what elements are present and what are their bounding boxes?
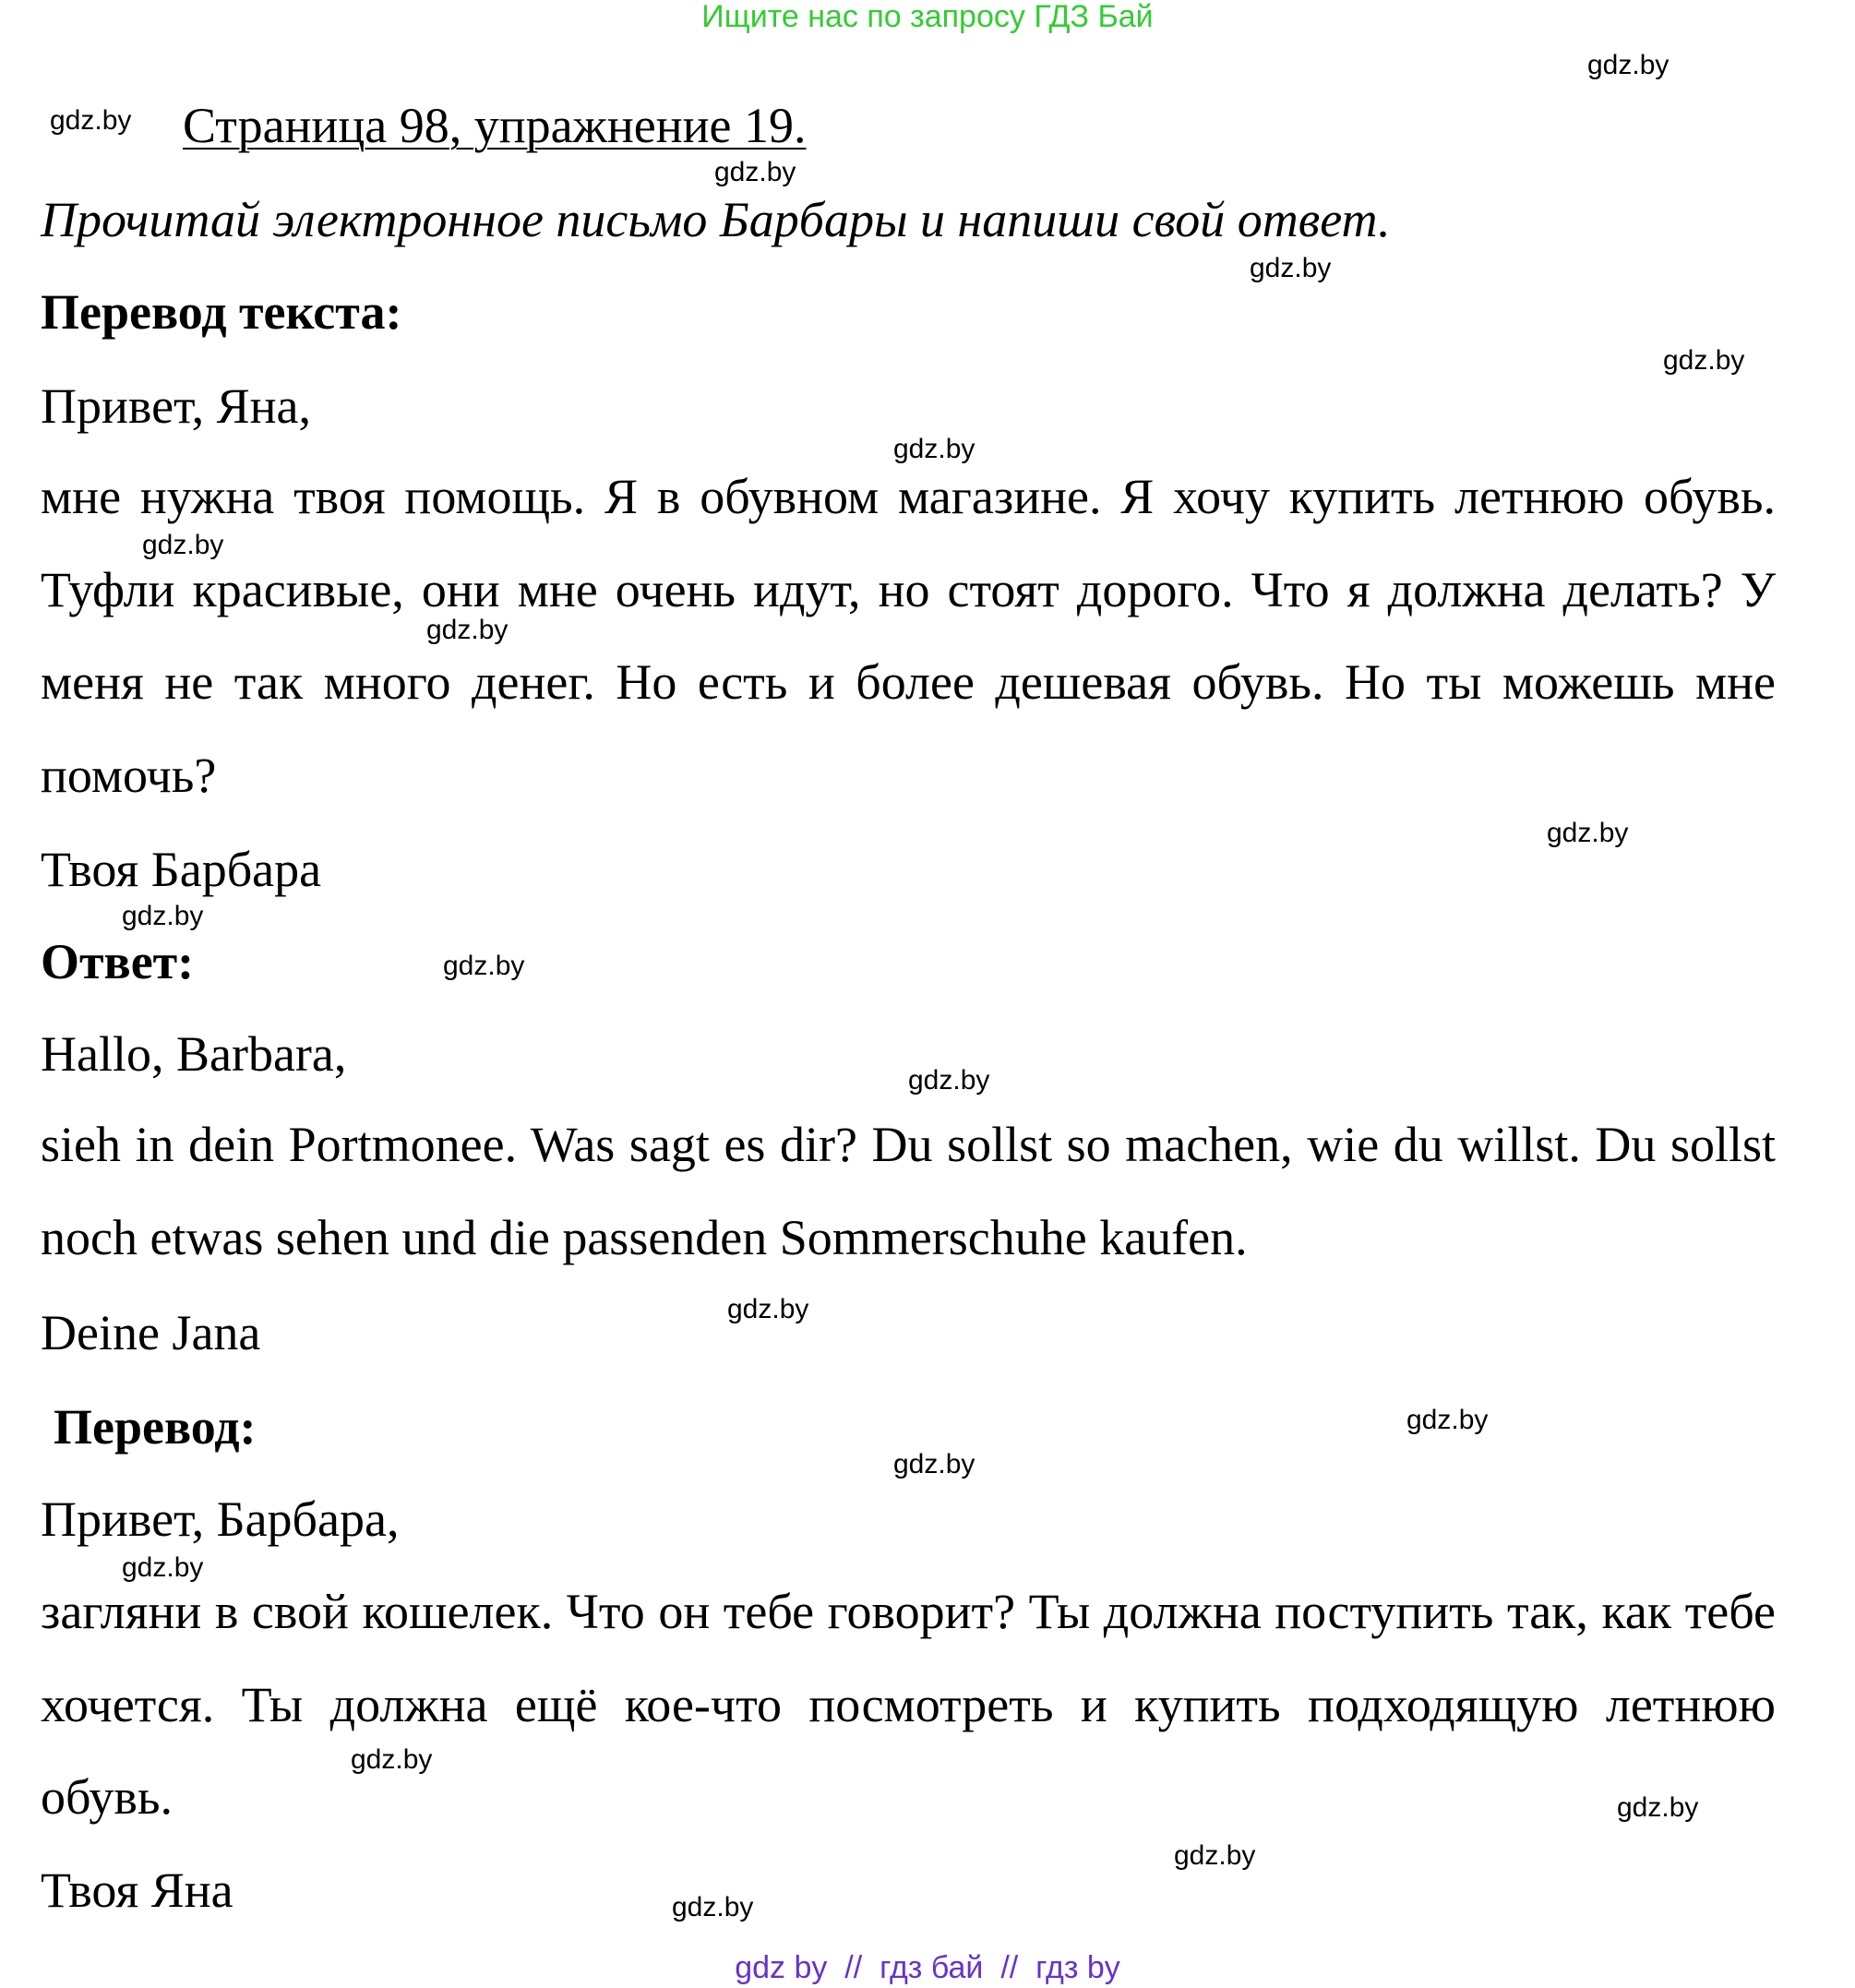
footer-links: gdz by // гдз бай // гдз by: [735, 1950, 1120, 1985]
watermark: gdz.by: [893, 434, 975, 464]
answer-translation-body: загляни в свой кошелек. Что он тебе говорит? Ты должна поступить так, как тебе хочется. Ты должна ещё кое-что посмотреть и купить подходящую летнюю обувь.: [41, 1584, 1776, 1825]
watermark: gdz.by: [714, 157, 796, 187]
exercise-instruction: Прочитай электронное письмо Барбары и напиши свой ответ.: [41, 192, 1391, 247]
watermark: gdz.by: [1406, 1405, 1489, 1435]
translation-heading: Перевод текста:: [41, 284, 402, 340]
watermark: gdz.by: [443, 951, 525, 981]
letter-body: мне нужна твоя помощь. Я в обувном магазине. Я хочу купить летнюю обувь. Туфли красивые, они мне очень идут, но стоят дорого. Что я должна делать? У меня не так много денег. Но есть и более дешевая обувь. Но ты можешь мне помочь?: [41, 469, 1776, 803]
watermark: gdz.by: [1250, 253, 1332, 283]
answer-translation-signature: Твоя Яна: [41, 1862, 233, 1918]
watermark: gdz.by: [672, 1892, 754, 1922]
letter-signature: Твоя Барбара: [41, 842, 322, 897]
watermark: gdz.by: [1663, 345, 1745, 376]
watermark: gdz.by: [1174, 1840, 1256, 1871]
watermark: gdz.by: [1587, 50, 1670, 80]
watermark: gdz.by: [1547, 818, 1629, 848]
watermark: gdz.by: [351, 1744, 433, 1775]
answer-body: sieh in dein Portmonee. Was sagt es dir? Du sollst so machen, wie du willst. Du sollst noch etwas sehen und die passenden Sommerschuhe kaufen.: [41, 1117, 1776, 1265]
page-title: Страница 98, упражнение 19.: [183, 98, 807, 153]
watermark: gdz.by: [908, 1065, 990, 1096]
watermark: gdz.by: [727, 1294, 809, 1324]
answer-heading: Ответ:: [41, 934, 195, 989]
watermark: gdz.by: [426, 615, 509, 645]
watermark: gdz.by: [122, 1552, 204, 1583]
watermark: gdz.by: [142, 530, 224, 560]
answer-signature: Deine Jana: [41, 1305, 261, 1360]
watermark: gdz.by: [122, 901, 204, 931]
watermark: gdz.by: [1617, 1792, 1699, 1823]
answer-translation-heading: Перевод:: [54, 1399, 257, 1455]
watermark: gdz.by: [50, 105, 132, 136]
answer-translation-greeting: Привет, Барбара,: [41, 1491, 400, 1547]
top-banner: Ищите нас по запросу ГДЗ Бай: [701, 0, 1154, 34]
watermark: gdz.by: [893, 1449, 975, 1479]
letter-greeting: Привет, Яна,: [41, 378, 311, 434]
answer-greeting: Hallo, Barbara,: [41, 1026, 347, 1082]
